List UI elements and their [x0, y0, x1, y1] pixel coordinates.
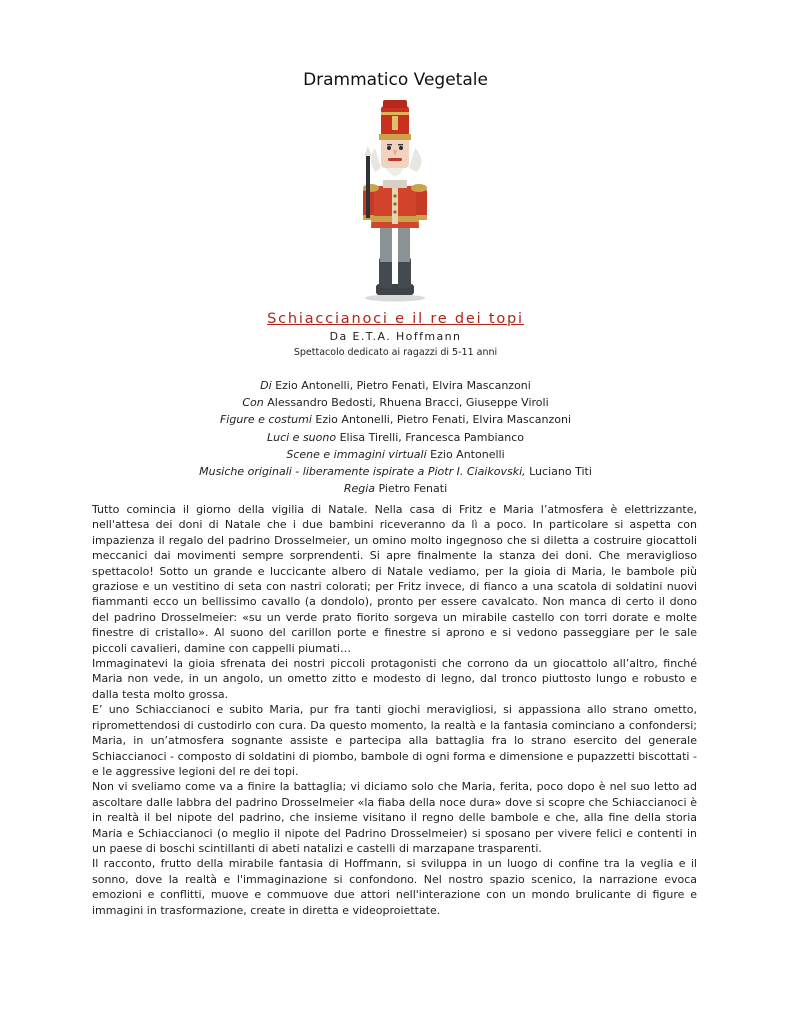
nutcracker-illustration: [345, 98, 445, 302]
credit-line: [0, 394, 791, 411]
synopsis-paragraph: Tutto comincia il giorno della vigilia di Natale. Nella casa di Fritz e Maria l’atmosfera è elettrizzante, nell'attesa dei doni di Natale che i due bambini riceveranno da lì a poco. In particolare si aspetta con impazienza il regalo del padrino Drosselmeier, un omino molto ingegnoso che si diletta a costruire giocattoli meccanici dai movimenti sempre sorprendenti. Si apre finalmente la stanza dei doni. Che meraviglioso spettacolo! Sotto un grande e luccicante albero di Natale vediamo, per la gioia di Maria, le bambole più graziose e un vestitino di seta con nastri colorati; per Fritz invece, di fianco a una scatola di soldatini nuovi fiammanti ecco un bellissimo cavallo (a dondolo), pronto per essere cavalcato. Non manca di certo il dono del padrino Drosselmeier: «su un verde prato fiorito sorgeva un mirabile castello con torri dorate e molte finestre di cristallo». Al suono del carillon porte e finestre si aprono e si vedono passeggiare per le sale piccoli cavalieri, damine con cappelli piumati…: [92, 503, 697, 655]
credit-role: Con: [242, 396, 264, 410]
audience-note: Spettacolo dedicato ai ragazzi di 5-11 anni: [293, 347, 498, 358]
show-title-text[interactable]: Schiaccianoci e il re dei topi: [267, 311, 524, 327]
credit-line: [0, 480, 791, 497]
credit-role: Musiche originali - liberamente ispirate a Piotr I. Ciaikovski,: [199, 465, 526, 479]
credit-line: [0, 377, 791, 394]
credit-names: Elisa Tirelli, Francesca Pambianco: [339, 430, 524, 444]
credit-names: Alessandro Bedosti, Rhuena Bracci, Giuseppe Viroli: [267, 396, 549, 410]
synopsis-paragraph: E’ uno Schiaccianoci e subito Maria, pur fra tanti giochi meravigliosi, si appassiona allo strano ometto, ripromettendosi di custodirlo con cura. Da questo momento, la realtà e la fantasia cominciano a confondersi; Maria, in un’atmosfera sognante assiste e partecipa alla battaglia fra lo strano esercito del generale Schiaccianoci - composto di soldatini di piombo, bambole di ogni forma e dimensione e pupazzetti biscottati - e le aggressive legioni del re dei topi.: [92, 703, 697, 778]
page-title: Drammatico Vegetale: [303, 70, 488, 90]
credit-role: Figure e costumi: [219, 413, 312, 427]
credit-names: Pietro Fenati: [378, 482, 448, 496]
credit-line: [0, 429, 791, 446]
credit-line: [0, 446, 791, 463]
credit-names: Ezio Antonelli: [430, 447, 505, 461]
credit-line: [0, 411, 791, 428]
credit-role: Di: [260, 379, 272, 392]
credits-list: [0, 377, 791, 497]
credit-names: Luciano Titi: [529, 465, 592, 479]
credit-role: Regia: [343, 482, 376, 496]
credit-role: Scene e immagini virtuali: [286, 447, 427, 461]
author-line: Da E.T.A. Hoffmann: [329, 330, 462, 343]
synopsis-paragraph: Il racconto, frutto della mirabile fantasia di Hoffmann, si sviluppa in un luogo di confine tra la veglia e il sonno, dove la realtà e l'immaginazione si confondono. Nel nostro spazio scenico, la narrazione evoca emozioni e conflitti, muove e commuove due attori nell'interazione con un mondo brulicante di figure e immagini in trasformazione, create in diretta e videoproiettate.: [92, 857, 697, 917]
credit-role: Luci e suono: [266, 430, 337, 444]
synopsis-paragraph: Immaginatevi la gioia sfrenata dei nostri piccoli protagonisti che corrono da un giocattolo all’altro, finché Maria non vede, in un angolo, un ometto zitto e modesto di legno, dal tronco piuttosto lungo e robusto e dalla testa molto grossa.: [92, 657, 697, 701]
credit-names: Ezio Antonelli, Pietro Fenati, Elvira Mascanzoni: [315, 413, 572, 427]
show-title-link[interactable]: [0, 311, 791, 327]
credit-names: Ezio Antonelli, Pietro Fenati, Elvira Mascanzoni: [275, 379, 531, 392]
synopsis: [92, 502, 697, 918]
synopsis-paragraph: Non vi sveliamo come va a finire la battaglia; vi diciamo solo che Maria, ferita, poco dopo è nel suo letto ad ascoltare dalle labbra del padrino Drosselmeier «la fiaba della noce dura» dove si scopre che Schiaccianoci è in realtà il bel nipote del padrino, che insieme visitano il regno delle bambole e che, alla fine della storia Maria e Schiaccianoci (o meglio il nipote del Padrino Drosselmeier) si sposano per vivere felici e contenti in un paese di boschi scintillanti di abeti natalizi e castelli di marzapane trasparenti.: [92, 780, 697, 855]
credit-line: [0, 463, 791, 480]
